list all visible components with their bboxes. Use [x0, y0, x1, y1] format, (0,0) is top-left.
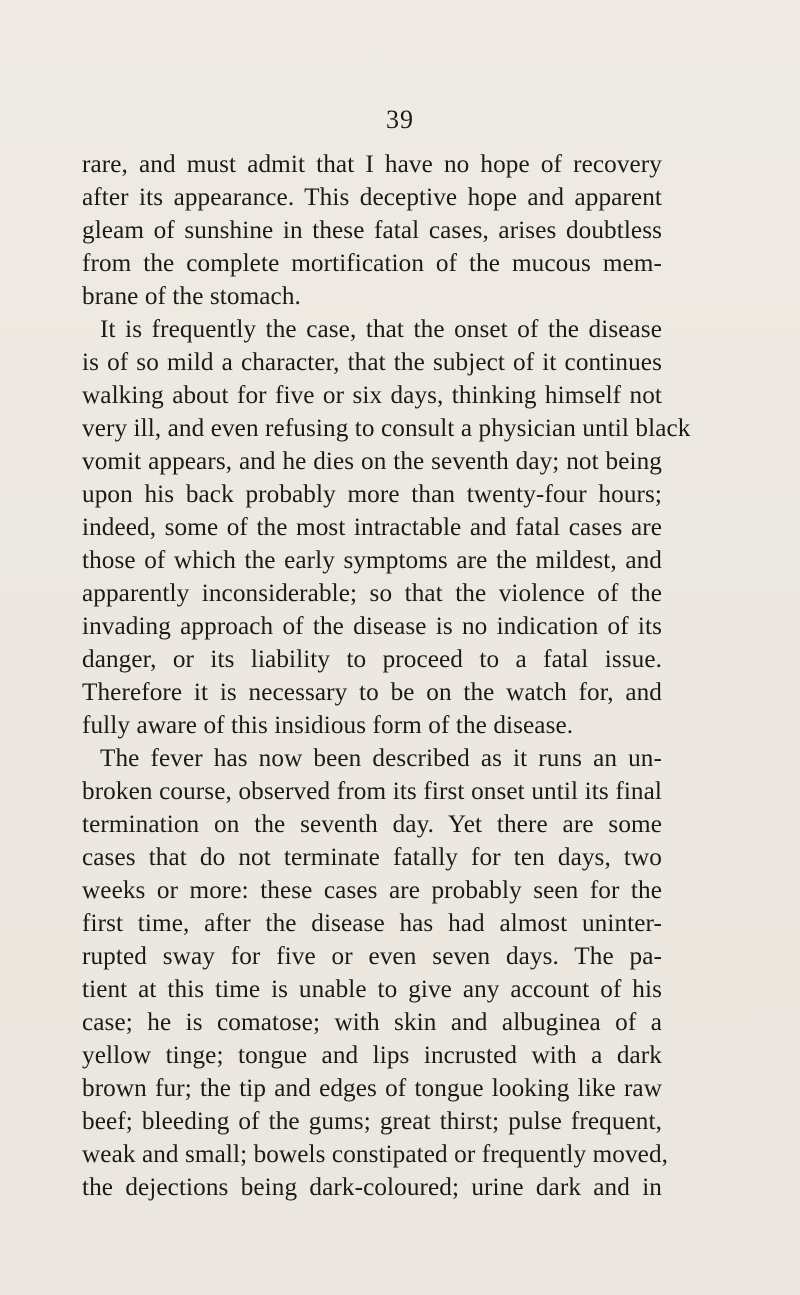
text-line: termination on the seventh day. Yet there are some: [82, 811, 662, 838]
text-line: danger, or its liability to proceed to a fatal issue.: [82, 646, 662, 673]
text-line: weak and small; bowels constipated or frequently moved,: [82, 1141, 669, 1168]
text-line: is of so mild a character, that the subject of it continues: [82, 349, 662, 376]
body-text: [82, 148, 691, 1204]
text-line: rare, and must admit that I have no hope of recovery: [82, 151, 662, 178]
text-line: very ill, and even refusing to consult a physician until black: [82, 415, 691, 442]
text-line: case; he is comatose; with skin and albuginea of a: [82, 1009, 662, 1036]
paragraph-start-line: The fever has now been described as it runs an un-: [100, 745, 662, 772]
text-line: first time, after the disease has had almost uninter-: [82, 910, 662, 937]
text-line: apparently inconsiderable; so that the violence of the: [82, 580, 662, 607]
page-number: 39: [386, 105, 414, 134]
text-line: walking about for five or six days, thinking himself not: [82, 382, 662, 409]
text-line: vomit appears, and he dies on the seventh day; not being: [82, 448, 662, 475]
text-line: from the complete mortification of the mucous mem-: [82, 250, 662, 277]
text-line: fully aware of this insidious form of the disease.: [82, 712, 574, 739]
text-line: weeks or more: these cases are probably seen for the: [82, 877, 662, 904]
text-line: the dejections being dark-coloured; urine dark and in: [82, 1174, 662, 1201]
paragraph-start-line: It is frequently the case, that the onset of the disease: [100, 316, 662, 343]
text-line: upon his back probably more than twenty-four hours;: [82, 481, 662, 508]
text-line: Therefore it is necessary to be on the watch for, and: [82, 679, 662, 706]
text-line: rupted sway for five or even seven days. The pa-: [82, 943, 662, 970]
text-line: beef; bleeding of the gums; great thirst; pulse frequent,: [82, 1108, 662, 1135]
text-line: brown fur; the tip and edges of tongue looking like raw: [82, 1075, 662, 1102]
text-line: broken course, observed from its first onset until its final: [82, 778, 662, 805]
text-line: brane of the stomach.: [82, 283, 301, 310]
text-line: invading approach of the disease is no indication of its: [82, 613, 662, 640]
text-line: cases that do not terminate fatally for ten days, two: [82, 844, 662, 871]
text-line: after its appearance. This deceptive hope and apparent: [82, 184, 662, 211]
text-line: gleam of sunshine in these fatal cases, arises doubtless: [82, 217, 662, 244]
text-line: tient at this time is unable to give any account of his: [82, 976, 662, 1003]
text-line: yellow tinge; tongue and lips incrusted with a dark: [82, 1042, 662, 1069]
text-line: indeed, some of the most intractable and fatal cases are: [82, 514, 662, 541]
text-line: those of which the early symptoms are the mildest, and: [82, 547, 662, 574]
